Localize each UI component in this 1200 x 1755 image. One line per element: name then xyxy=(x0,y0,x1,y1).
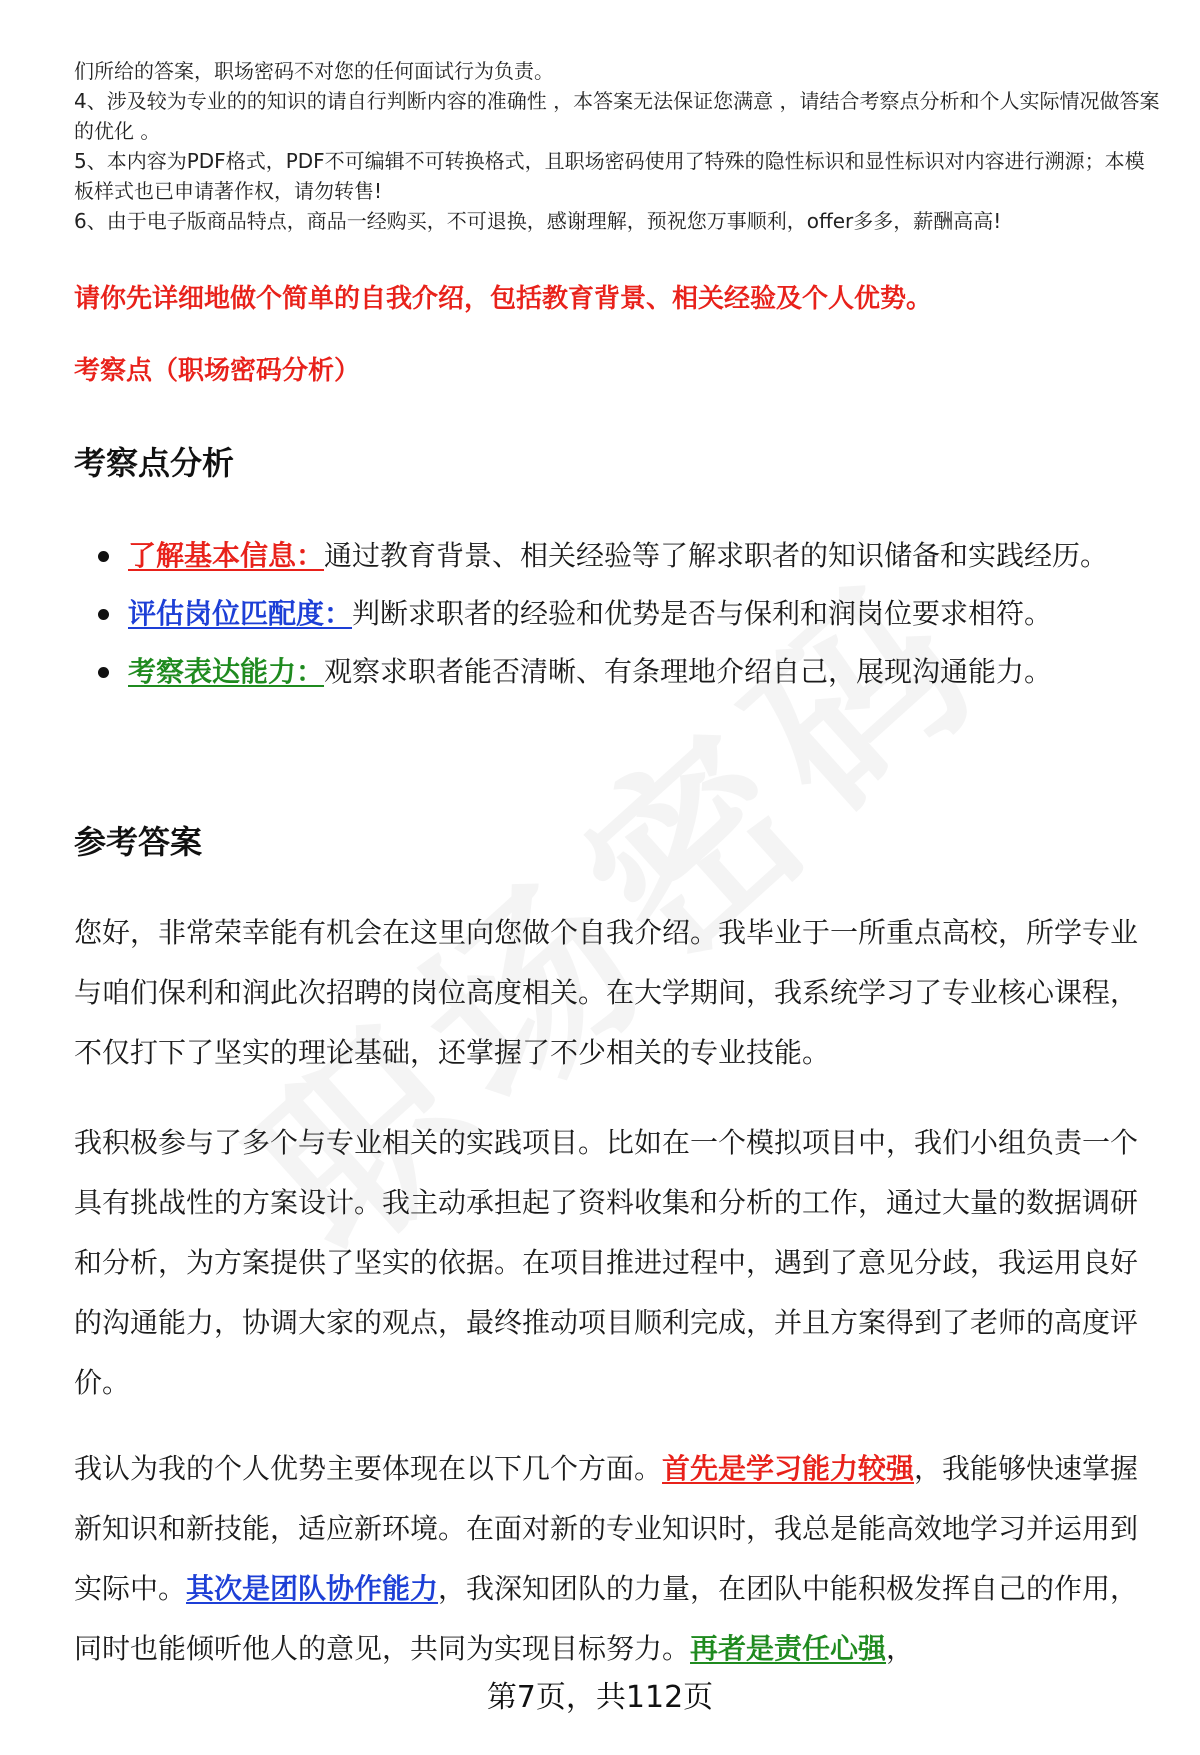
bullet-dot-icon xyxy=(98,609,109,620)
strength-highlight-learning: 首先是学习能力较强 xyxy=(662,1452,915,1485)
answer-heading: 参考答案 xyxy=(74,823,203,861)
page-number: 第7页，共112页 xyxy=(486,1680,714,1715)
analysis-point-key: 了解基本信息： xyxy=(128,539,325,572)
strength-highlight-responsibility: 再者是责任心强 xyxy=(690,1632,887,1665)
answer-text: ，我深知团队的力量，在团队中能积极发挥自己的作用，同时也能倾听他人的意见，共同为实现目标努力。 xyxy=(74,1572,1139,1665)
analysis-tag: 考察点（职场密码分析） xyxy=(74,356,361,386)
answer-text: 我认为我的个人优势主要体现在以下几个方面。 xyxy=(74,1452,663,1485)
answer-paragraph-3 xyxy=(74,1439,1154,1679)
bullet-dot-icon xyxy=(98,667,109,678)
answer-text: ，我能够快速掌握新知识和新技能，适应新环境。在面对新的专业知识时，我总是能高效地学习并运用到实际中。 xyxy=(74,1452,1139,1605)
analysis-point xyxy=(74,527,1134,585)
analysis-point xyxy=(74,643,1134,701)
analysis-point-key: 评估岗位匹配度： xyxy=(128,597,353,630)
analysis-point-text: 观察求职者能否清晰、有条理地介绍自己，展现沟通能力。 xyxy=(324,655,1053,688)
analysis-point-list xyxy=(74,527,1134,701)
answer-paragraph-2: 我积极参与了多个与专业相关的实践项目。比如在一个模拟项目中，我们小组负责一个具有挑战性的方案设计。我主动承担起了资料收集和分析的工作，通过大量的数据调研和分析，为方案提供了坚实的依据。在项目推进过程中，遇到了意见分歧，我运用良好的沟通能力，协调大家的观点，最终推动项目顺利完成，并且方案得到了老师的高度评价。 xyxy=(74,1126,1139,1399)
analysis-point-text: 通过教育背景、相关经验等了解求职者的知识储备和实践经历。 xyxy=(324,539,1109,572)
analysis-point-text: 判断求职者的经验和优势是否与保利和润岗位要求相符。 xyxy=(352,597,1053,630)
answer-paragraph-1: 您好，非常荣幸能有机会在这里向您做个自我介绍。我毕业于一所重点高校，所学专业与咱们保利和润此次招聘的岗位高度相关。在大学期间，我系统学习了专业核心课程，不仅打下了坚实的理论基础，还掌握了不少相关的专业技能。 xyxy=(74,916,1139,1069)
answer-text: ， xyxy=(886,1632,915,1665)
interview-question: 请你先详细地做个简单的自我介绍，包括教育背景、相关经验及个人优势。 xyxy=(74,284,933,314)
analysis-heading: 考察点分析 xyxy=(74,444,235,482)
bullet-dot-icon xyxy=(98,551,109,562)
notice-line-1: 们所给的答案，职场密码不对您的任何面试行为负责。 xyxy=(74,59,554,83)
strength-highlight-teamwork: 其次是团队协作能力 xyxy=(186,1572,439,1605)
notice-item-5: 5、本内容为PDF格式，PDF不可编辑不可转换格式，且职场密码使用了特殊的隐性标识和显性标识对内容进行溯源；本模板样式也已申请著作权，请勿转售! xyxy=(74,149,1145,203)
analysis-point-key: 考察表达能力： xyxy=(128,655,325,688)
notice-item-6: 6、由于电子版商品特点，商品一经购买，不可退换，感谢理解，预祝您万事顺利，offer多多，薪酬高高! xyxy=(74,209,1002,233)
analysis-point xyxy=(74,585,1134,643)
notice-item-4: 4、涉及较为专业的的知识的请自行判断内容的准确性 ，本答案无法保证您满意 ，请结合考察点分析和个人实际情况做答案的优化 。 xyxy=(74,89,1160,143)
